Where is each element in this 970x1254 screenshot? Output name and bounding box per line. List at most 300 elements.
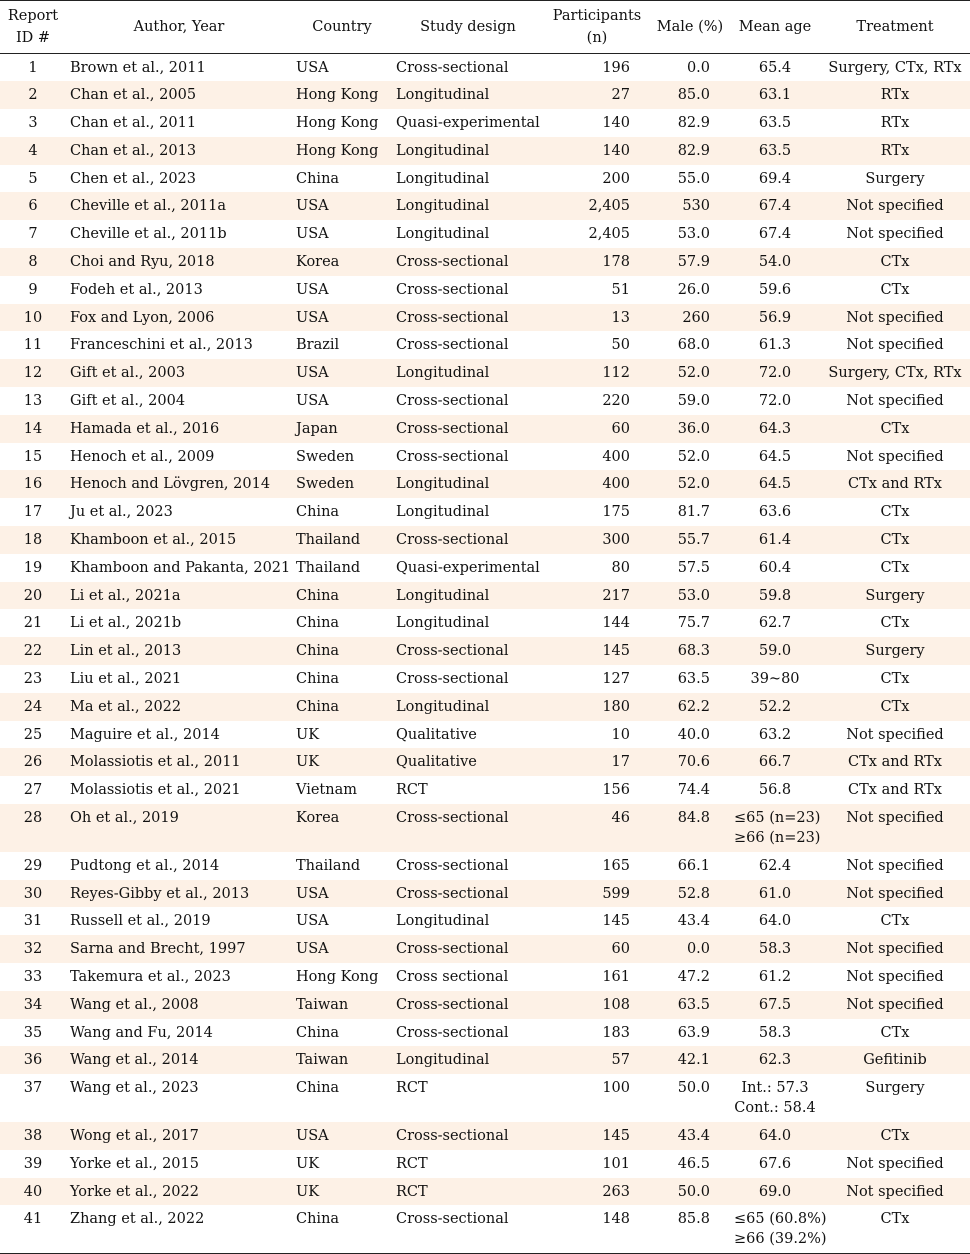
cell-treatment: CTx — [880, 1024, 910, 1041]
table-row — [0, 880, 970, 908]
cell-country: USA — [296, 60, 329, 76]
cell-country: UK — [296, 726, 320, 743]
cell-author-year: Choi and Ryu, 2018 — [66, 248, 292, 276]
cell-treatment: RTx — [880, 115, 910, 132]
cell-mean-age — [730, 748, 820, 776]
cell-study-design: RCT — [396, 1155, 428, 1172]
cell-male: 55.7 — [650, 526, 730, 554]
cell-author-year: Fox and Lyon, 2006 — [66, 304, 292, 332]
cell-participants: 10 — [611, 726, 630, 743]
cell-author-year: Yorke et al., 2022 — [66, 1178, 292, 1206]
cell-participants: 175 — [602, 504, 630, 521]
mean-age-line: 69.4 — [758, 170, 792, 187]
table-row — [0, 192, 970, 220]
cell-male: 53.0 — [677, 226, 710, 243]
cell-male: 70.6 — [650, 748, 730, 776]
cell-country: Brazil — [296, 337, 340, 354]
cell-mean-age — [730, 609, 820, 637]
mean-age-line: 67.5 — [758, 996, 792, 1013]
header-row — [0, 1, 970, 54]
table-row — [0, 248, 970, 276]
cell-report-id: 16 — [0, 470, 66, 498]
cell-author-year: Gift et al., 2003 — [66, 359, 292, 387]
cell-male: 36.0 — [650, 415, 730, 443]
cell-report-id: 33 — [23, 969, 43, 985]
cell-country: Hong Kong — [296, 115, 379, 132]
cell-mean-age — [730, 526, 820, 554]
table-row — [0, 331, 970, 359]
cell-treatment: Not specified — [846, 726, 944, 743]
cell-participants: 100 — [602, 1080, 630, 1097]
table-row — [0, 1150, 970, 1178]
cell-study-design: Cross-sectional — [396, 281, 509, 298]
cell-country: Korea — [292, 804, 392, 852]
table-row — [0, 1074, 970, 1122]
mean-age-line: 61.3 — [758, 337, 792, 354]
cell-author-year: Fodeh et al., 2013 — [70, 281, 203, 298]
table-row — [0, 443, 970, 471]
cell-participants: 156 — [602, 782, 630, 799]
mean-age-line: 59.0 — [758, 643, 792, 660]
cell-male: 57.5 — [677, 559, 710, 576]
table-row — [0, 852, 970, 880]
cell-treatment: Not specified — [820, 991, 970, 1019]
cell-mean-age — [730, 1122, 820, 1150]
cell-report-id: 7 — [28, 226, 38, 243]
cell-author-year: Chan et al., 2005 — [66, 81, 292, 109]
table-row — [0, 1205, 970, 1253]
mean-age-line: 54.0 — [758, 254, 792, 271]
cell-male: 68.0 — [677, 337, 710, 354]
cell-mean-age — [730, 693, 820, 721]
cell-country: Taiwan — [292, 1046, 392, 1074]
cell-treatment: Surgery — [865, 170, 925, 187]
cell-study-design: RCT — [396, 1080, 428, 1097]
table-row — [0, 748, 970, 776]
cell-author-year: Ju et al., 2023 — [70, 504, 173, 521]
cell-author-year: Lin et al., 2013 — [66, 637, 292, 665]
cell-report-id: 31 — [23, 913, 43, 930]
cell-participants: 300 — [544, 526, 650, 554]
cell-report-id: 5 — [28, 170, 38, 187]
cell-report-id: 4 — [0, 137, 66, 165]
cell-author-year: Khamboon and Pakanta, 2021 — [70, 559, 291, 576]
mean-age-line: 72.0 — [758, 393, 792, 410]
table-row — [0, 804, 970, 852]
cell-report-id: 25 — [23, 726, 43, 743]
mean-age-line: Cont.: 58.4 — [734, 1100, 816, 1117]
mean-age-line: 64.5 — [758, 448, 792, 465]
cell-author-year: Gift et al., 2004 — [70, 393, 186, 410]
mean-age-line: 59.8 — [758, 587, 792, 604]
cell-author-year: Sarna and Brecht, 1997 — [66, 935, 292, 963]
cell-treatment: CTx — [880, 1211, 910, 1228]
table-row — [0, 498, 970, 526]
cell-treatment: Surgery — [865, 1080, 925, 1097]
mean-age-line: 58.3 — [758, 941, 792, 958]
cell-mean-age — [730, 721, 820, 749]
cell-author-year: Wong et al., 2017 — [66, 1122, 292, 1150]
cell-treatment: CTx — [820, 526, 970, 554]
cell-treatment: Gefitinib — [820, 1046, 970, 1074]
cell-mean-age — [730, 804, 820, 852]
cell-country: Sweden — [292, 470, 392, 498]
cell-treatment: CTx and RTx — [820, 748, 970, 776]
mean-age-line: 64.0 — [758, 1127, 792, 1144]
cell-report-id: 20 — [0, 582, 66, 610]
cell-report-id: 15 — [23, 448, 43, 465]
cell-study-design: Longitudinal — [392, 359, 544, 387]
cell-male: 53.0 — [650, 582, 730, 610]
cell-male: 75.7 — [677, 615, 710, 632]
cell-study-design: Longitudinal — [396, 226, 490, 243]
cell-study-design: Cross-sectional — [396, 393, 509, 410]
table-row — [0, 1178, 970, 1206]
mean-age-line: 61.0 — [758, 885, 792, 902]
cell-participants: 2,405 — [588, 226, 630, 243]
cell-participants: 161 — [602, 969, 630, 985]
cell-country: China — [296, 1080, 340, 1097]
cell-report-id: 30 — [0, 880, 66, 908]
table-row — [0, 963, 970, 991]
cell-country: UK — [292, 1178, 392, 1206]
cell-treatment: Not specified — [820, 192, 970, 220]
cell-male: 260 — [650, 304, 730, 332]
cell-male: 62.2 — [650, 693, 730, 721]
cell-male: 82.9 — [650, 137, 730, 165]
col-header-treatment: Treatment — [856, 19, 934, 35]
cell-treatment: CTx — [820, 693, 970, 721]
cell-author-year: Li et al., 2021a — [66, 582, 292, 610]
cell-author-year: Russell et al., 2019 — [70, 913, 211, 930]
cell-author-year: Cheville et al., 2011b — [70, 226, 227, 243]
cell-male: 55.0 — [677, 170, 710, 187]
cell-author-year: Ma et al., 2022 — [66, 693, 292, 721]
mean-age-line: 62.3 — [758, 1052, 792, 1069]
cell-participants: 148 — [602, 1211, 630, 1228]
cell-author-year: Wang et al., 2008 — [66, 991, 292, 1019]
cell-report-id: 10 — [0, 304, 66, 332]
cell-report-id: 24 — [0, 693, 66, 721]
cell-country: Hong Kong — [296, 969, 379, 985]
table-row — [0, 1019, 970, 1047]
cell-mean-age — [730, 1019, 820, 1047]
cell-report-id: 14 — [0, 415, 66, 443]
mean-age-line: 60.4 — [758, 559, 792, 576]
cell-country: USA — [292, 304, 392, 332]
mean-age-line: ≥66 (39.2%) — [734, 1231, 827, 1248]
cell-study-design: Longitudinal — [392, 81, 544, 109]
cell-participants: 145 — [544, 637, 650, 665]
cell-male: 52.8 — [650, 880, 730, 908]
cell-mean-age — [730, 331, 820, 359]
cell-author-year: Franceschini et al., 2013 — [70, 337, 253, 354]
mean-age-line: 56.8 — [758, 782, 792, 799]
mean-age-line: 56.9 — [758, 309, 792, 326]
table-row — [0, 582, 970, 610]
cell-country: China — [296, 671, 340, 688]
mean-age-line: 64.5 — [758, 476, 792, 493]
cell-treatment: CTx and RTx — [848, 782, 942, 799]
cell-study-design: Longitudinal — [392, 1046, 544, 1074]
mean-age-line: 63.5 — [758, 115, 792, 132]
cell-report-id: 17 — [23, 504, 43, 521]
cell-country: Korea — [292, 248, 392, 276]
cell-report-id: 32 — [0, 935, 66, 963]
cell-mean-age — [730, 582, 820, 610]
cell-participants: 51 — [611, 281, 630, 298]
cell-country: Thailand — [296, 857, 361, 874]
cell-study-design: Cross-sectional — [396, 60, 509, 76]
cell-study-design: Cross-sectional — [396, 1024, 509, 1041]
cell-participants: 60 — [544, 935, 650, 963]
cell-study-design: Cross-sectional — [396, 671, 509, 688]
cell-participants: 140 — [544, 137, 650, 165]
cell-male: 26.0 — [677, 281, 710, 298]
col-header-country: Country — [312, 19, 372, 35]
cell-author-year: Liu et al., 2021 — [70, 671, 182, 688]
cell-male: 57.9 — [650, 248, 730, 276]
cell-study-design: Longitudinal — [396, 504, 490, 521]
cell-report-id: 29 — [23, 857, 43, 874]
cell-report-id: 41 — [23, 1211, 43, 1228]
cell-participants: 200 — [602, 170, 630, 187]
cell-mean-age — [730, 54, 820, 82]
cell-treatment: CTx — [880, 504, 910, 521]
mean-age-line: 58.3 — [758, 1024, 792, 1041]
cell-study-design: Cross-sectional — [392, 415, 544, 443]
cell-treatment: Not specified — [820, 804, 970, 852]
table-row — [0, 554, 970, 582]
cell-participants: 140 — [602, 115, 630, 132]
cell-mean-age — [730, 1178, 820, 1206]
table-row — [0, 1046, 970, 1074]
table-row — [0, 907, 970, 935]
cell-study-design: Longitudinal — [392, 137, 544, 165]
cell-study-design: Cross-sectional — [392, 991, 544, 1019]
cell-mean-age — [730, 1150, 820, 1178]
cell-report-id: 8 — [0, 248, 66, 276]
cell-participants: 27 — [544, 81, 650, 109]
cell-report-id: 1 — [28, 60, 38, 76]
cell-mean-age — [730, 852, 820, 880]
cell-mean-age — [730, 776, 820, 804]
cell-mean-age — [730, 1074, 820, 1122]
cell-male: 40.0 — [677, 726, 710, 743]
cell-male: 85.8 — [677, 1211, 710, 1228]
mean-age-line: 63.2 — [758, 726, 792, 743]
cell-author-year: Khamboon et al., 2015 — [66, 526, 292, 554]
cell-participants: 13 — [544, 304, 650, 332]
cell-male: 68.3 — [650, 637, 730, 665]
cell-report-id: 37 — [23, 1080, 43, 1097]
cell-author-year: Cheville et al., 2011a — [66, 192, 292, 220]
cell-report-id: 19 — [23, 559, 43, 576]
cell-participants: 144 — [602, 615, 630, 632]
mean-age-line: ≤65 (60.8%) — [734, 1211, 827, 1228]
mean-age-line: 63.6 — [758, 504, 792, 521]
col-header-mean-age: Mean age — [738, 19, 812, 35]
cell-mean-age — [730, 81, 820, 109]
mean-age-line: 63.1 — [758, 87, 792, 104]
cell-male: 43.4 — [677, 913, 710, 930]
cell-country: Thailand — [296, 559, 361, 576]
mean-age-line: 59.6 — [758, 281, 792, 298]
cell-participants: 400 — [544, 470, 650, 498]
cell-participants: 145 — [544, 1122, 650, 1150]
table-body — [0, 54, 970, 1254]
table-row — [0, 304, 970, 332]
cell-treatment: Surgery, CTx, RTx — [820, 359, 970, 387]
cell-participants: 599 — [544, 880, 650, 908]
cell-author-year: Yorke et al., 2015 — [70, 1155, 199, 1172]
table-row — [0, 1122, 970, 1150]
cell-country: China — [296, 615, 340, 632]
cell-report-id: 9 — [28, 281, 38, 298]
cell-study-design: Cross-sectional — [396, 1211, 509, 1228]
cell-mean-age — [730, 415, 820, 443]
cell-country: UK — [296, 1155, 320, 1172]
cell-country: USA — [296, 226, 329, 243]
cell-author-year: Molassiotis et al., 2021 — [70, 782, 241, 799]
table-row — [0, 470, 970, 498]
mean-age-line: 67.4 — [758, 198, 792, 215]
cell-participants: 180 — [544, 693, 650, 721]
cell-country: China — [296, 170, 340, 187]
cell-male: 63.5 — [677, 671, 710, 688]
cell-mean-age — [730, 963, 820, 991]
cell-mean-age — [730, 665, 820, 693]
table-row — [0, 609, 970, 637]
cell-participants: 183 — [602, 1024, 630, 1041]
mean-age-line: 64.3 — [758, 420, 792, 437]
cell-treatment: CTx — [820, 248, 970, 276]
cell-country: UK — [292, 748, 392, 776]
cell-male: 74.4 — [677, 782, 710, 799]
cell-treatment: CTx — [820, 415, 970, 443]
cell-mean-age — [730, 192, 820, 220]
cell-study-design: Cross-sectional — [392, 1122, 544, 1150]
table-row — [0, 276, 970, 304]
mean-age-line: 67.4 — [758, 226, 792, 243]
cell-study-design: Longitudinal — [392, 470, 544, 498]
cell-treatment: Not specified — [820, 935, 970, 963]
cell-author-year: Li et al., 2021b — [70, 615, 182, 632]
cell-treatment: Not specified — [846, 1155, 944, 1172]
cell-country: USA — [296, 393, 329, 410]
cell-country: USA — [296, 281, 329, 298]
cell-study-design: Longitudinal — [392, 693, 544, 721]
cell-country: Thailand — [292, 526, 392, 554]
mean-age-line: 62.7 — [758, 615, 792, 632]
cell-author-year: Takemura et al., 2023 — [70, 969, 231, 985]
cell-treatment: Not specified — [820, 1178, 970, 1206]
cell-report-id: 28 — [0, 804, 66, 852]
cell-author-year: Reyes-Gibby et al., 2013 — [66, 880, 292, 908]
cell-male: 0.0 — [686, 60, 710, 76]
cell-mean-age — [730, 880, 820, 908]
cell-male: 46.5 — [677, 1155, 710, 1172]
cell-participants: 127 — [602, 671, 630, 688]
cell-study-design: Cross-sectional — [392, 880, 544, 908]
cell-study-design: Cross-sectional — [392, 935, 544, 963]
cell-mean-age — [730, 165, 820, 193]
col-header-report-id: Report ID # — [7, 8, 59, 46]
cell-treatment: CTx — [880, 913, 910, 930]
mean-age-line: 52.2 — [758, 698, 792, 715]
cell-country: Japan — [292, 415, 392, 443]
cell-treatment: Not specified — [846, 226, 944, 243]
cell-country: Taiwan — [292, 991, 392, 1019]
cell-country: China — [296, 1211, 340, 1228]
cell-treatment: Not specified — [846, 969, 944, 985]
mean-age-line: Int.: 57.3 — [741, 1080, 809, 1097]
cell-male: 63.5 — [650, 991, 730, 1019]
cell-mean-age — [730, 991, 820, 1019]
cell-mean-age — [730, 1205, 827, 1253]
cell-participants: 108 — [544, 991, 650, 1019]
cell-treatment: CTx — [880, 281, 910, 298]
table-row — [0, 693, 970, 721]
mean-age-line: 61.2 — [758, 969, 792, 985]
cell-participants: 263 — [544, 1178, 650, 1206]
cell-mean-age — [730, 554, 820, 582]
table-row — [0, 54, 970, 82]
cell-male: 85.0 — [650, 81, 730, 109]
cell-study-design: Longitudinal — [396, 615, 490, 632]
cell-male: 50.0 — [650, 1178, 730, 1206]
table-row — [0, 81, 970, 109]
cell-mean-age — [730, 637, 820, 665]
cell-country: USA — [292, 935, 392, 963]
mean-age-line: 39~80 — [750, 671, 800, 688]
cell-report-id: 26 — [0, 748, 66, 776]
cell-report-id: 21 — [23, 615, 43, 632]
cell-report-id: 27 — [23, 782, 43, 799]
cell-author-year: Henoch and Lövgren, 2014 — [66, 470, 292, 498]
cell-male: 43.4 — [650, 1122, 730, 1150]
cell-treatment: Not specified — [820, 880, 970, 908]
cell-mean-age — [730, 498, 820, 526]
mean-age-line: ≥66 (n=23) — [734, 830, 821, 847]
cell-author-year: Zhang et al., 2022 — [70, 1211, 205, 1228]
cell-author-year: Chan et al., 2013 — [66, 137, 292, 165]
cell-study-design: Cross-sectional — [392, 304, 544, 332]
cell-male: 82.9 — [677, 115, 710, 132]
cell-mean-age — [730, 137, 820, 165]
cell-study-design: Qualitative — [396, 726, 477, 743]
cell-report-id: 34 — [0, 991, 66, 1019]
cell-country: USA — [296, 913, 329, 930]
cell-participants: 220 — [602, 393, 630, 410]
cell-treatment: CTx — [820, 1122, 970, 1150]
cell-report-id: 23 — [23, 671, 43, 688]
cell-author-year: Maguire et al., 2014 — [70, 726, 220, 743]
cell-study-design: Quasi-experimental — [396, 115, 540, 132]
cell-treatment: CTx and RTx — [820, 470, 970, 498]
mean-age-line: 62.4 — [758, 857, 792, 874]
cell-participants: 165 — [602, 857, 630, 874]
cell-male: 63.9 — [677, 1024, 710, 1041]
table-row — [0, 776, 970, 804]
cell-study-design: Cross-sectional — [392, 248, 544, 276]
mean-age-line: 64.0 — [758, 913, 792, 930]
table-row — [0, 935, 970, 963]
cell-treatment: Surgery — [820, 582, 970, 610]
cell-study-design: Longitudinal — [392, 582, 544, 610]
mean-age-line: 61.4 — [758, 532, 792, 549]
cell-study-design: RCT — [396, 782, 428, 799]
